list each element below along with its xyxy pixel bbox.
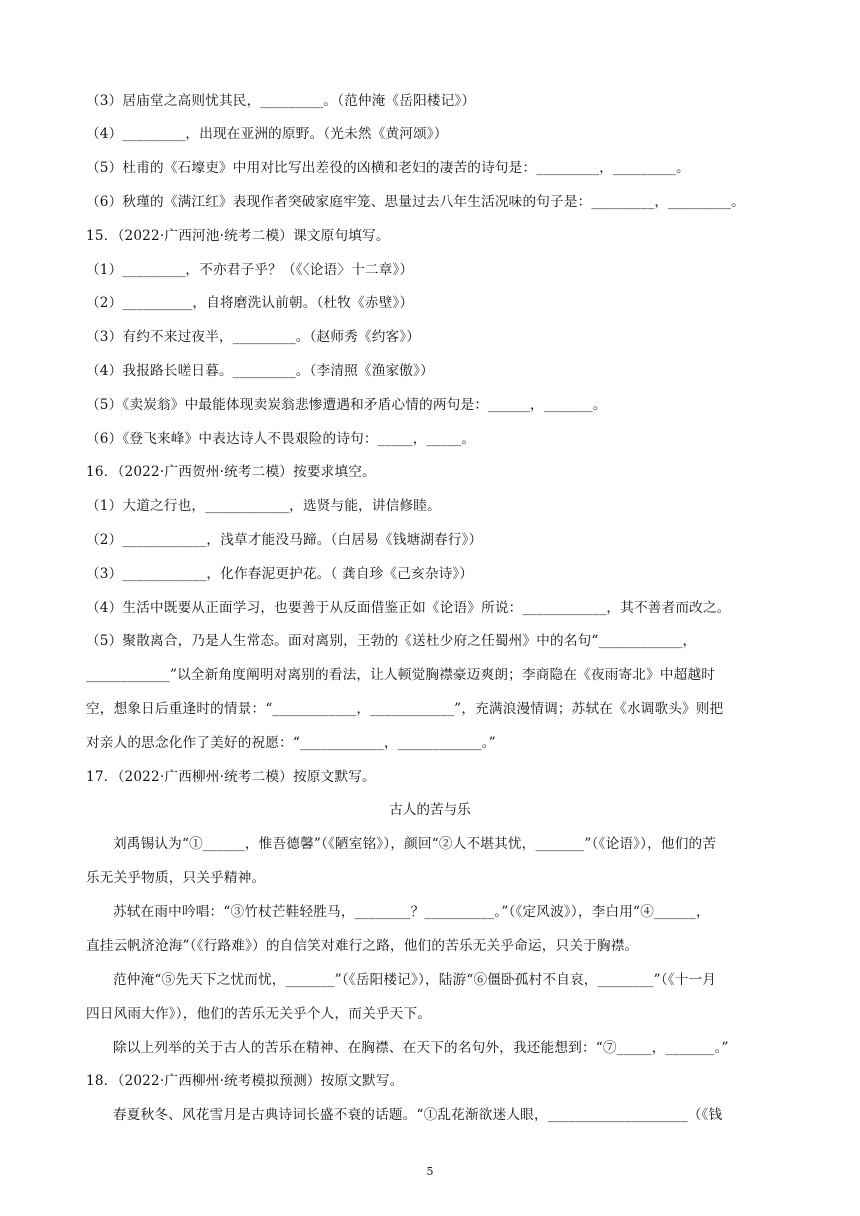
essay-line: 范仲淹“⑤先天下之忧而忧，_______”（《岳阳楼记》），陆游“⑥僵卧孤村不自哀，________”（《十一月 [113,972,717,988]
text-line: （5）《卖炭翁》中最能体现卖炭翁悲惨遭遇和矛盾心情的两句是：______，_______。 [86,397,607,413]
essay-line: 苏轼在雨中吟唱：“③竹杖芒鞋轻胜马，________？__________。”（《定风波》），李白用“④______， [113,904,710,920]
text-line: 春夏秋冬、风花雪月是古典诗词长盛不衰的话题。“①乱花渐欲迷人眼，____________________（《钱 [113,1107,723,1123]
text-line: （5）杜甫的《石壕吏》中用对比写出差役的凶横和老妇的凄苦的诗句是：_________，_________。 [86,160,690,176]
text-line: （4）_________，出现在亚洲的原野。（光未然《黄河颂》） [86,126,448,142]
question-header: 18．（2022·广西柳州·统考模拟预测）按原文默写。 [86,1073,404,1089]
question-header: 17．（2022·广西柳州·统考二模）按原文默写。 [86,769,376,785]
text-line: （4）生活中既要从正面学习，也要善于从反面借鉴正如《论语》所说：____________，其不善者而改之。 [86,600,731,616]
essay-line: 直挂云帆济沧海”（《行路难》）的自信笑对难行之路，他们的苦乐无关乎命运，只关于胸襟。 [86,938,639,954]
text-line: （6）秋瑾的《满江红》表现作者突破家庭牢笼、思量过去八年生活况味的句子是：_________，_________。 [86,194,745,210]
text-line: （3）____________，化作春泥更护花。（ 龚自珍《己亥杂诗》） [86,566,474,582]
text-line: 对亲人的思念化作了美好的祝愿：“____________，____________。” [86,735,496,751]
text-line: （2）____________，浅草才能没马蹄。（白居易《钱塘湖春行》） [86,532,483,548]
essay-title: 古人的苦与乐 [389,802,471,818]
essay-line: 四日风雨大作》），他们的苦乐无关乎个人，而关乎天下。 [86,1006,432,1022]
text-line: （2）__________，自将磨洗认前朝。（杜牧《赤壁》） [86,295,414,311]
text-line: （6）《登飞来峰》中表达诗人不畏艰险的诗句：_____，_____。 [86,431,476,447]
essay-line: 乐无关乎物质，只关乎精神。 [86,870,266,886]
essay-line: 除以上列举的关于古人的苦乐在精神、在胸襟、在天下的名句外，我还能想到：“⑦_____，_______。” [113,1040,729,1056]
text-line: （5）聚散离合，乃是人生常态。面对离别，王勃的《送杜少府之任蜀州》中的名句“____________， [86,633,697,649]
essay-line: 刘禹锡认为“①______，惟吾德馨”（《陋室铭》），颜回“②人不堪其忧，_______”（《论语》），他们的苦 [113,836,717,852]
text-line: 空，想象日后重逢时的情景：“____________，____________”，充满浪漫情调；苏轼在《水调歌头》则把 [86,701,724,717]
text-line: （3）有约不来过夜半，_________。（赵师秀《约客》） [86,329,421,345]
text-line: （3）居庙堂之高则忧其民，_________。（范仲淹《岳阳楼记》） [86,93,476,109]
page-number: 5 [426,1165,434,1178]
question-header: 16．（2022·广西贺州·统考二模）按要求填空。 [86,464,376,480]
text-line: （1）_________，不亦君子乎？（《〈论语〉十二章》） [86,262,414,278]
text-line: ____________”以全新角度阐明对离别的看法，让人顿觉胸襟豪迈爽朗；李商隐在《夜雨寄北》中超越时 [86,667,716,683]
text-line: （1）大道之行也，____________，选贤与能，讲信修睦。 [86,498,441,514]
text-line: （4）我报路长嗟日暮。_________。（李清照《渔家傲》） [86,363,434,379]
question-header: 15．（2022·广西河池·统考二模）课文原句填写。 [86,228,390,244]
